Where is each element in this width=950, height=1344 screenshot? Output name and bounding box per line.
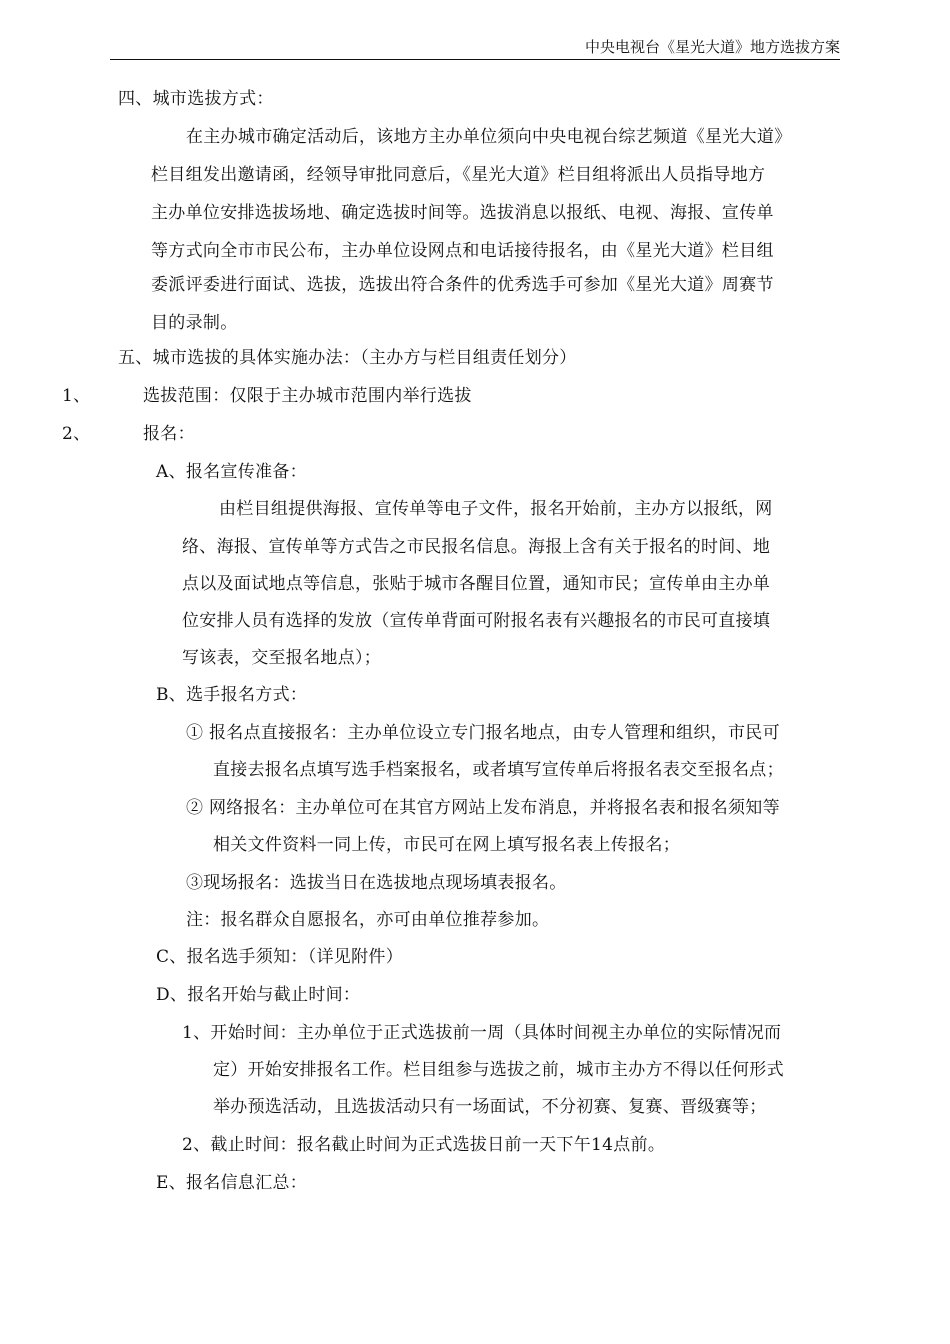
section-4-heading: 四、城市选拔方式： bbox=[118, 89, 274, 109]
paragraph-line: 委派评委进行面试、选拔，选拔出符合条件的优秀选手可参加《星光大道》周赛节 bbox=[151, 275, 774, 295]
paragraph-line: 写该表，交至报名地点）； bbox=[182, 648, 382, 668]
item-1-text: 选拔范围：仅限于主办城市范围内举行选拔 bbox=[143, 386, 472, 406]
section-5-heading: 五、城市选拔的具体实施办法：（主办方与栏目组责任划分） bbox=[118, 348, 577, 368]
item-1-number: 1、 bbox=[62, 386, 91, 406]
paragraph-line: 点以及面试地点等信息，张贴于城市各醒目位置，通知市民；宣传单由主办单 bbox=[182, 574, 771, 594]
paragraph-line: 栏目组发出邀请函，经领导审批同意后，《星光大道》栏目组将派出人员指导地方 bbox=[151, 165, 766, 185]
subsection-b-heading: B、选手报名方式： bbox=[156, 685, 308, 705]
item-2-number: 2、 bbox=[62, 424, 91, 444]
subsection-c-heading: C、报名选手须知：（详见附件） bbox=[156, 947, 404, 967]
paragraph-line: 主办单位安排选拔场地、确定选拔时间等。选拔消息以报纸、电视、海报、宣传单 bbox=[151, 203, 774, 223]
note-text: 注：报名群众自愿报名，亦可由单位推荐参加。 bbox=[186, 910, 550, 930]
list-item-continuation: 举办预选活动，且选拔活动只有一场面试，不分初赛、复赛、晋级赛等； bbox=[213, 1097, 767, 1117]
paragraph-line: 等方式向全市市民公布，主办单位设网点和电话接待报名，由《星光大道》栏目组 bbox=[151, 241, 774, 261]
paragraph-line: 络、海报、宣传单等方式告之市民报名信息。海报上含有关于报名的时间、地 bbox=[182, 537, 771, 557]
list-item: ② 网络报名：主办单位可在其官方网站上发布消息，并将报名表和报名须知等 bbox=[186, 798, 780, 818]
paragraph-line: 由栏目组提供海报、宣传单等电子文件，报名开始前，主办方以报纸，网 bbox=[219, 499, 773, 519]
list-item-continuation: 直接去报名点填写选手档案报名，或者填写宣传单后将报名表交至报名点； bbox=[213, 760, 784, 780]
page-header: 中央电视台《星光大道》地方选拔方案 bbox=[110, 36, 840, 60]
subsection-a-heading: A、报名宣传准备： bbox=[156, 462, 307, 482]
list-item: ③现场报名：选拔当日在选拔地点现场填表报名。 bbox=[186, 873, 567, 893]
list-item-continuation: 定）开始安排报名工作。栏目组参与选拔之前，城市主办方不得以任何形式 bbox=[213, 1060, 784, 1080]
list-item: 2、截止时间：报名截止时间为正式选拔日前一天下午14点前。 bbox=[182, 1135, 666, 1155]
subsection-d-heading: D、报名开始与截止时间： bbox=[156, 985, 361, 1005]
paragraph-line: 在主办城市确定活动后，该地方主办单位须向中央电视台综艺频道《星光大道》 bbox=[186, 127, 792, 147]
list-item: ① 报名点直接报名：主办单位设立专门报名地点，由专人管理和组织，市民可 bbox=[186, 723, 780, 743]
paragraph-line: 目的录制。 bbox=[151, 313, 238, 333]
list-item: 1、开始时间：主办单位于正式选拔前一周（具体时间视主办单位的实际情况而 bbox=[182, 1023, 782, 1043]
item-2-text: 报名： bbox=[143, 424, 195, 444]
subsection-e-heading: E、报名信息汇总： bbox=[156, 1173, 308, 1193]
list-item-continuation: 相关文件资料一同上传，市民可在网上填写报名表上传报名； bbox=[213, 835, 681, 855]
paragraph-line: 位安排人员有选择的发放（宣传单背面可附报名表有兴趣报名的市民可直接填 bbox=[182, 611, 771, 631]
